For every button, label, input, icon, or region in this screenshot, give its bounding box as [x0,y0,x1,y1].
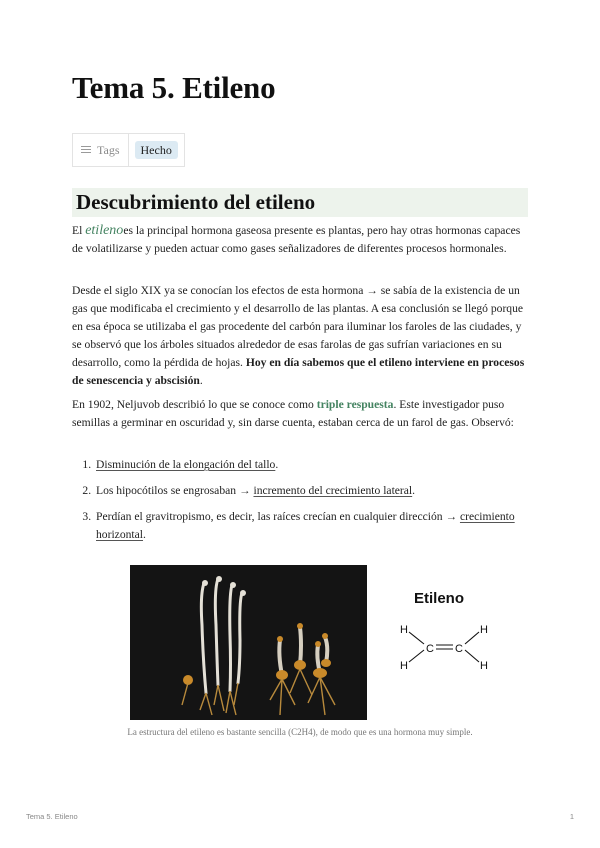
list-item: 1. Disminución de la elongación del tallo. [94,456,550,474]
para1-prefix: El [72,224,86,237]
etileno-term: etileno [85,223,124,238]
para3-prefix: En 1902, Neljuvob describió lo que se conoce como [72,398,317,411]
para1-rest: es la principal hormona gaseosa presente es plantas, pero hay otras hormonas capaces de volatilizarse y pueden actuar como gases señalizadores de diferentes procesos hormonales. [72,224,521,255]
footer-title: Tema 5. Etileno [26,812,78,821]
tags-label: Tags [97,142,120,157]
atom-c1: C [426,643,434,655]
list-item: 3. Perdían el gravitropismo, es decir, las raíces crecían en cualquier dirección → crecimiento horizontal. [94,508,550,544]
list-icon [81,146,91,154]
list-item-link[interactable]: incremento del crecimiento lateral [253,484,413,497]
section-heading: Descubrimiento del etileno [72,188,528,217]
paragraph-triple-response [72,396,528,432]
list-item-link[interactable]: crecimiento horizontal [96,510,515,541]
atom-h3: H [480,624,488,636]
para3-rest: . Este investigador puso semillas a germinar en oscuridad y, sin darse cuenta, estaban cerca de un farol de gas. Observó: [72,398,514,429]
seedlings-photo [130,565,367,720]
atom-h2: H [400,660,408,672]
list-item-link[interactable]: Disminución de la elongación del tallo [96,458,276,471]
seedlings-illustration [130,565,367,720]
atom-h1: H [400,624,408,636]
atom-c2: C [455,643,463,655]
properties-table [72,133,185,167]
chem-title: Etileno [414,590,465,607]
para2-end: . [199,374,203,387]
tags-property-key [73,134,129,166]
atom-h4: H [480,660,488,672]
tags-property-value[interactable] [129,141,184,159]
triple-respuesta-highlight: triple respuesta [316,398,394,411]
ethylene-structure-diagram [392,582,502,682]
observations-list [72,456,550,552]
list-item: 2. Los hipocótilos se engrosaban → incremento del crecimiento lateral. [94,482,550,500]
paragraph-history [72,282,528,390]
figure-caption: La estructura del etileno es bastante sencilla (C2H4), de modo que es una hormona muy simple. [127,727,473,737]
tag-badge[interactable]: Hecho [135,141,178,159]
para2-text: Desde el siglo XIX ya se conocían los efectos de esta hormona → se sabía de la existencia de un gas que modificaba el crecimiento y el desarrollo de las plantas. A esa conclusión se llegó porque en esa época se utilizaba el gas procedente del carbón para iluminar los faroles de las ciudades, y se observó que los árboles situados alrededor de esas farolas de gas sufrían variaciones en su desarrollo, como la pérdida de hojas. [72,284,524,369]
paragraph-intro [72,222,528,258]
page-number: 1 [569,812,574,821]
para2-bold: Hoy en día sabemos que el etileno interviene en procesos de senescencia y abscisión [72,356,525,387]
page-title: Tema 5. Etileno [72,70,276,105]
